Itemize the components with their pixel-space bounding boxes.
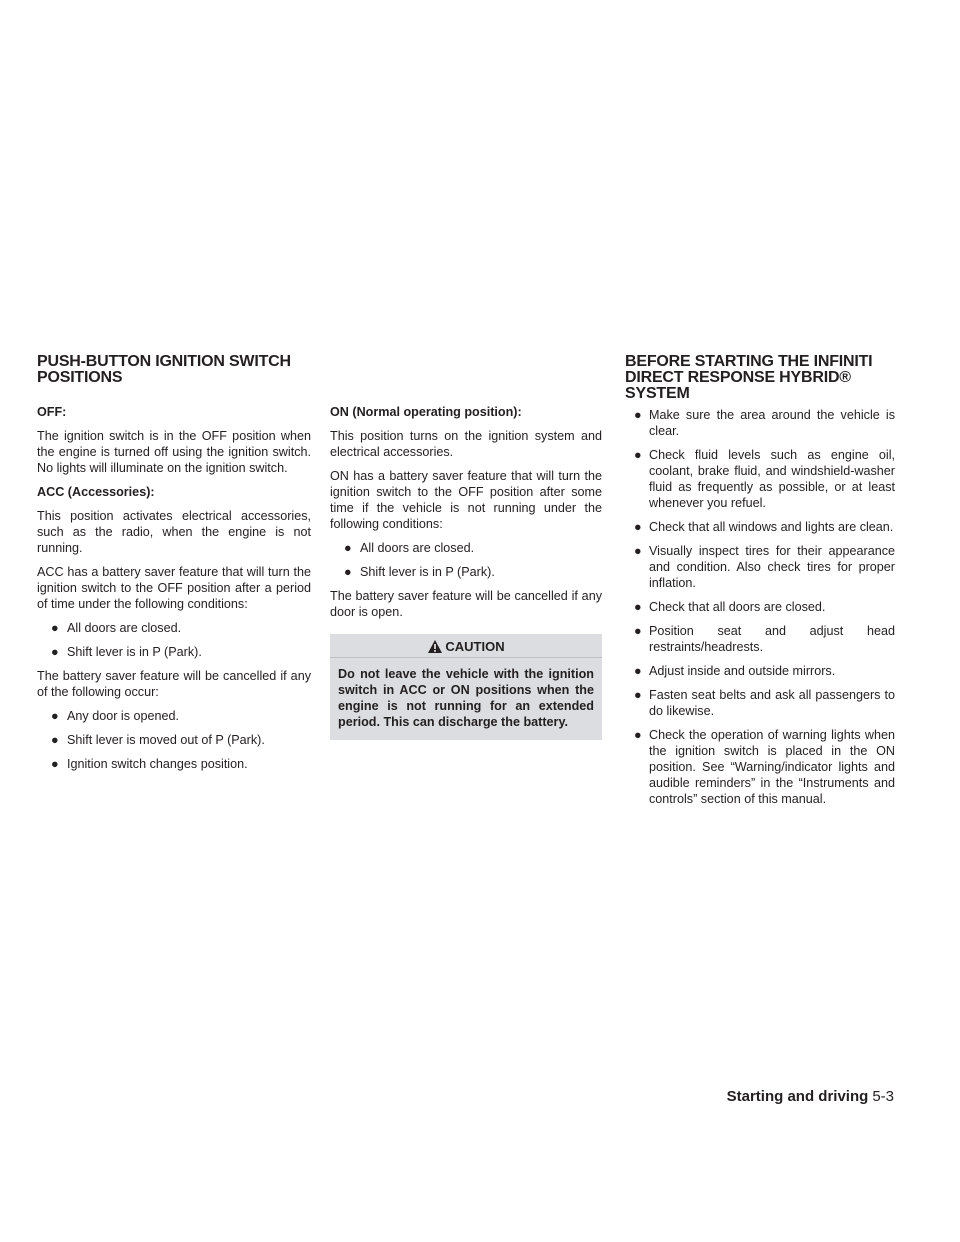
list-item: ● Make sure the area around the vehicle is clear. (634, 408, 895, 438)
before-starting-list (633, 407, 895, 807)
off-title: OFF: (37, 405, 67, 419)
list-item: ● All doors are closed. (344, 541, 475, 555)
off-text: The ignition switch is in the OFF position when the engine is turned off using the ignition switch. No lights will illuminate on the ignition switch. (37, 429, 311, 475)
bullet-icon: ● (634, 520, 642, 534)
list-item: ● Check that all windows and lights are clean. (634, 520, 894, 534)
bullet-icon: ● (634, 688, 642, 702)
list-item: ● Visually inspect tires for their appearance and condition. Also check tires for proper inflation. (634, 544, 895, 590)
on-title: ON (Normal operating position): (330, 405, 522, 419)
list-item: ● Position seat and adjust head restraints/headrests. (634, 624, 895, 654)
bullet-icon: ● (634, 448, 642, 462)
middle-column (330, 404, 602, 740)
list-item: ● Ignition switch changes position. (51, 757, 248, 771)
bullet-icon: ● (51, 709, 59, 723)
list-item: ● Any door is opened. (51, 709, 180, 723)
warning-icon (427, 639, 443, 654)
bullet-icon: ● (51, 645, 59, 659)
heading-line: DIRECT RESPONSE HYBRID® (625, 369, 851, 386)
heading-line: POSITIONS (37, 369, 123, 386)
cancel-items-list (37, 708, 311, 772)
bullet-icon: ● (51, 757, 59, 771)
cancel-text: The battery saver feature will be cancelled if any of the following occur: (37, 669, 311, 699)
bullet-icon: ● (634, 728, 642, 742)
heading-line: SYSTEM (625, 385, 690, 402)
list-item: ● Fasten seat belts and ask all passengers to do likewise. (634, 688, 895, 718)
section-heading-push-button (37, 354, 317, 386)
caution-box (330, 634, 602, 740)
list-item: ● Check the operation of warning lights when the ignition switch is placed in the ON position. See “Warning/indicator lights and audible reminders” in the “Instruments and controls” section of this manual. (634, 728, 895, 806)
bullet-icon: ● (634, 544, 642, 558)
right-column (633, 407, 895, 815)
list-item: ● Adjust inside and outside mirrors. (634, 664, 836, 678)
acc-conditions-list (37, 620, 311, 660)
bullet-icon: ● (634, 408, 642, 422)
acc-title: ACC (Accessories): (37, 485, 155, 499)
list-item: ● Check fluid levels such as engine oil, coolant, brake fluid, and windshield-washer fluid as frequently as possible, or at least whenever you refuel. (634, 448, 895, 510)
page-footer (727, 1088, 894, 1105)
bullet-icon: ● (634, 600, 642, 614)
list-item: ● Shift lever is in P (Park). (344, 565, 495, 579)
footer-section-title: Starting and driving (726, 1088, 869, 1105)
list-item: ● Shift lever is moved out of P (Park). (51, 733, 265, 747)
list-item: ● All doors are closed. (51, 621, 182, 635)
bullet-icon: ● (344, 565, 352, 579)
caution-header (330, 634, 602, 658)
page-number: 5-3 (872, 1088, 894, 1105)
left-column (37, 404, 311, 780)
acc-text-1: This position activates electrical accessories, such as the radio, when the engine is not running. (37, 509, 311, 555)
heading-line: PUSH-BUTTON IGNITION SWITCH (37, 353, 291, 370)
on-text-2: ON has a battery saver feature that will turn the ignition switch to the OFF position after some time if the vehicle is not running under the following conditions: (330, 469, 602, 531)
bullet-icon: ● (634, 664, 642, 678)
acc-text-2: ACC has a battery saver feature that will turn the ignition switch to the OFF position after a period of time under the following conditions: (37, 565, 311, 611)
bullet-icon: ● (51, 621, 59, 635)
heading-line: BEFORE STARTING THE INFINITI (625, 353, 873, 370)
caution-text: Do not leave the vehicle with the ignition switch in ACC or ON positions when the engine is not running for an extended period. This can discharge the battery. (338, 667, 594, 729)
list-item: ● Check that all doors are closed. (634, 600, 826, 614)
list-item: ● Shift lever is in P (Park). (51, 645, 202, 659)
on-cancel-text: The battery saver feature will be cancelled if any door is open. (330, 589, 602, 619)
caution-label: CAUTION (445, 639, 505, 654)
on-conditions-list (330, 540, 602, 580)
bullet-icon: ● (51, 733, 59, 747)
bullet-icon: ● (634, 624, 642, 638)
bullet-icon: ● (344, 541, 352, 555)
section-heading-before-starting (625, 354, 925, 402)
on-text-1: This position turns on the ignition system and electrical accessories. (330, 429, 602, 459)
